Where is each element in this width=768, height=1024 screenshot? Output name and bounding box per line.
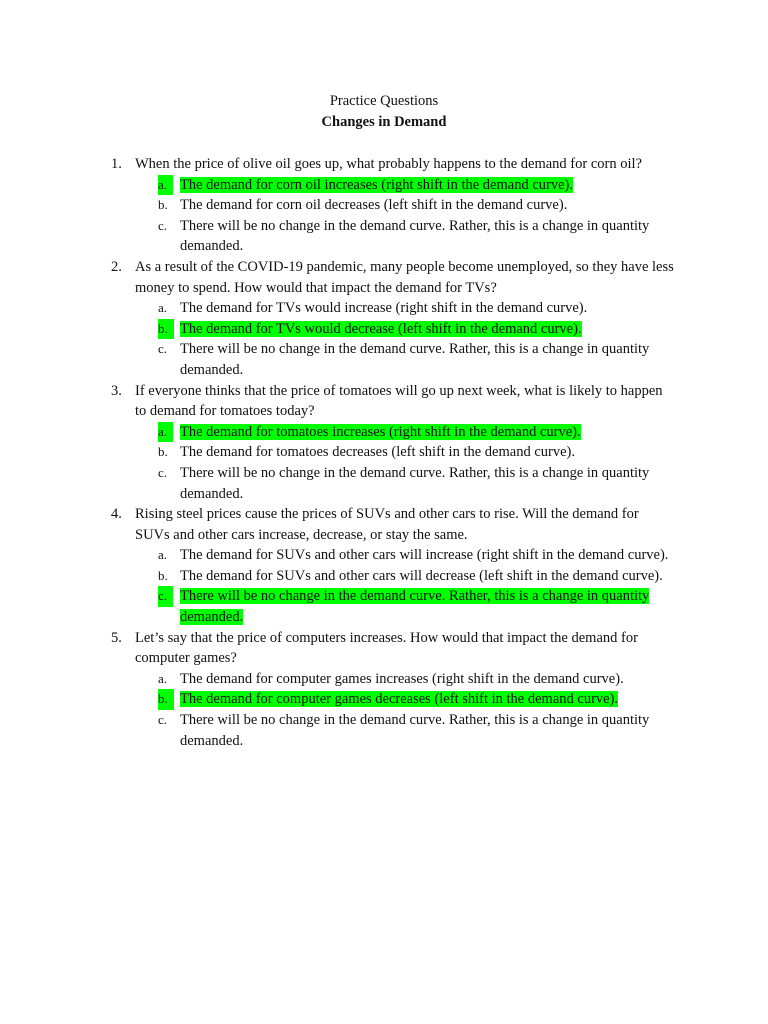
doc-subtitle: Changes in Demand <box>321 114 447 130</box>
answer-text: There will be no change in the demand curve. Rather, this is a change in quantity demanded. <box>180 464 650 502</box>
answer-c <box>0 463 680 504</box>
question-body: Rising steel prices cause the prices of SUVs and other cars to rise. Will the demand for SUVs and other cars increase, decrease, or stay the same. <box>135 506 639 543</box>
answer-a <box>0 545 680 566</box>
question-list <box>0 154 768 751</box>
answer-letter: c. <box>158 217 168 233</box>
answer-text: The demand for SUVs and other cars will increase (right shift in the demand curve). <box>180 547 669 564</box>
question-number: 4. <box>111 506 122 523</box>
answer-text: There will be no change in the demand curve. Rather, this is a change in quantity demanded. <box>180 217 650 255</box>
question-3 <box>0 381 768 505</box>
answer-list <box>0 422 768 504</box>
answer-c <box>0 339 680 380</box>
answer-letter: a. <box>158 547 168 563</box>
answer-text: The demand for corn oil decreases (left shift in the demand curve). <box>180 197 568 214</box>
answer-text-highlighted: There will be no change in the demand curve. Rather, this is a change in quantity demanded. <box>180 588 650 626</box>
question-text <box>0 381 675 422</box>
answer-a <box>0 422 680 443</box>
answer-text-highlighted: The demand for computer games decreases (left shift in the demand curve). <box>180 691 619 708</box>
answer-letter: b. <box>158 444 168 460</box>
question-2 <box>0 257 768 381</box>
answer-b <box>0 689 680 710</box>
answer-c <box>0 586 680 627</box>
question-text <box>0 257 675 298</box>
question-5 <box>0 628 768 752</box>
answer-letter: b. <box>158 319 174 340</box>
answer-letter: c. <box>158 464 168 480</box>
answer-text-highlighted: The demand for corn oil increases (right shift in the demand curve). <box>180 176 573 193</box>
answer-text: The demand for SUVs and other cars will decrease (left shift in the demand curve). <box>180 567 663 584</box>
answer-text-highlighted: The demand for tomatoes increases (right shift in the demand curve). <box>180 423 581 440</box>
answer-b <box>0 442 680 463</box>
answer-c <box>0 216 680 257</box>
answer-text: The demand for tomatoes decreases (left shift in the demand curve). <box>180 444 575 461</box>
question-1 <box>0 154 768 257</box>
answer-list <box>0 298 768 380</box>
answer-letter: a. <box>158 670 168 686</box>
answer-letter: c. <box>158 341 168 357</box>
question-number: 1. <box>111 156 122 172</box>
question-body: As a result of the COVID-19 pandemic, many people become unemployed, so they have less money to spend. How would that impact the demand for TVs? <box>135 258 674 296</box>
answer-c <box>0 710 680 751</box>
answer-letter: c. <box>158 586 173 607</box>
answer-letter: b. <box>158 197 168 213</box>
answer-letter: b. <box>158 567 168 583</box>
answer-text-highlighted: The demand for TVs would decrease (left shift in the demand curve). <box>180 320 582 337</box>
answer-letter: a. <box>158 175 173 196</box>
question-text <box>0 504 675 545</box>
answer-letter: b. <box>158 689 174 710</box>
answer-text: There will be no change in the demand curve. Rather, this is a change in quantity demanded. <box>180 712 650 749</box>
answer-list <box>0 669 768 751</box>
question-body: If everyone thinks that the price of tomatoes will go up next week, what is likely to happen to demand for tomatoes today? <box>135 382 663 420</box>
answer-letter: a. <box>158 422 173 443</box>
answer-a <box>0 669 680 690</box>
answer-b <box>0 195 680 216</box>
answer-text: The demand for computer games increases (right shift in the demand curve). <box>180 670 624 687</box>
answer-letter: c. <box>158 712 168 728</box>
question-number: 3. <box>111 382 122 399</box>
answer-text: The demand for TVs would increase (right shift in the demand curve). <box>180 300 588 317</box>
question-text <box>0 154 675 175</box>
answer-list <box>0 545 768 627</box>
question-number: 2. <box>111 258 122 275</box>
doc-title: Practice Questions <box>329 93 439 109</box>
answer-b <box>0 566 680 587</box>
answer-list <box>0 175 768 257</box>
answer-b <box>0 319 680 340</box>
question-number: 5. <box>111 629 122 646</box>
answer-text: There will be no change in the demand curve. Rather, this is a change in quantity demanded. <box>180 341 650 378</box>
question-body: Let’s say that the price of computers increases. How would that impact the demand for computer games? <box>135 629 638 667</box>
answer-a <box>0 175 680 196</box>
answer-letter: a. <box>158 300 168 316</box>
answer-a <box>0 298 680 319</box>
question-text <box>0 628 675 669</box>
question-4 <box>0 504 768 628</box>
question-body: When the price of olive oil goes up, what probably happens to the demand for corn oil? <box>135 156 642 172</box>
